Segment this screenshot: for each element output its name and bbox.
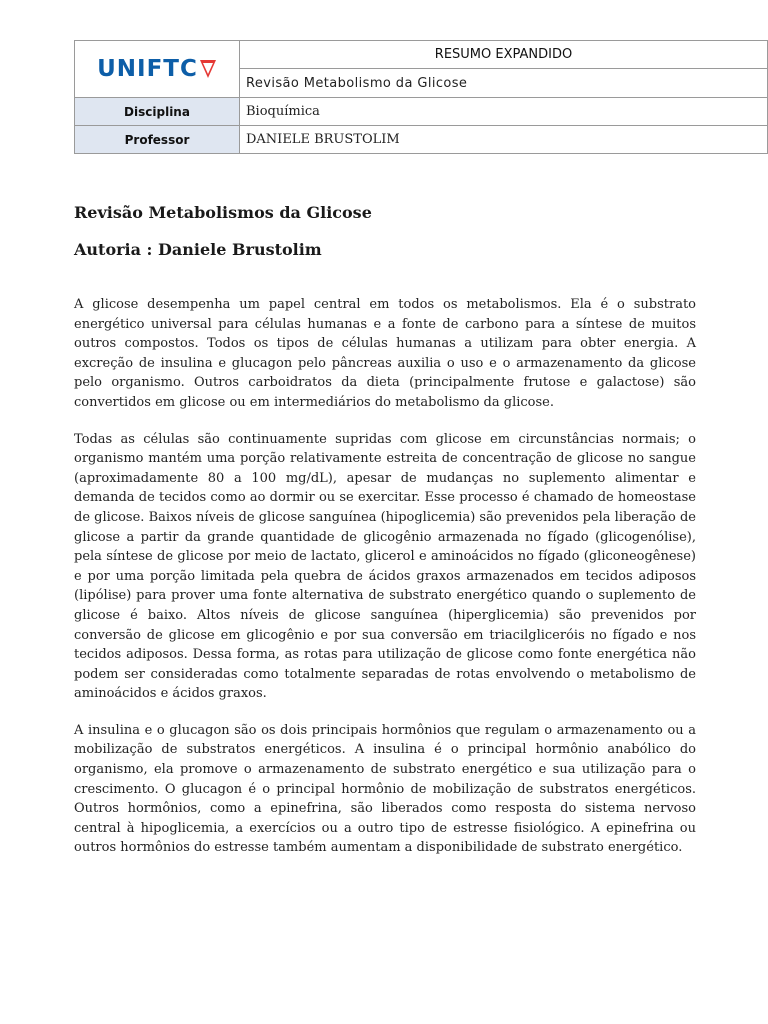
article-body: [74, 295, 696, 875]
article-title: Revisão Metabolismos da Glicose: [74, 203, 372, 222]
professor-value: DANIELE BRUSTOLIM: [240, 126, 768, 154]
document-type: RESUMO EXPANDIDO: [240, 41, 768, 69]
discipline-value: Bioquímica: [240, 98, 768, 126]
paragraph: Todas as células são continuamente supridas com glicose em circunstâncias normais; o organismo mantém uma porção relativamente estreita de concentração de glicose no sangue (aproximadamente 80 a 100 mg/dL), apesar de mudanças no suplemento alimentar e demanda de tecidos como ao dormir ou se exercitar. Esse processo é chamado de homeostase de glicose. Baixos níveis de glicose sanguínea (hipoglicemia) são prevenidos pela liberação de glicose a partir da grande quantidade de glicogênio armazenada no fígado (glicogenólise), pela síntese de glicose por meio de lactato, glicerol e aminoácidos no fígado (gliconeogênese) e por uma porção limitada pela quebra de ácidos graxos armazenados em tecidos adiposos (lipólise) para prover uma fonte alternativa de substrato energético quando o suplemento de glicose é baixo. Altos níveis de glicose sanguínea (hiperglicemia) são prevenidos por conversão de glicose em glicogênio e por sua conversão em triacilgliceróis no fígado e nos tecidos adiposos. Dessa forma, as rotas para utilização de glicose como fonte energética não podem ser consideradas como totalmente separadas de rotas envolvendo o metabolismo de aminoácidos e ácidos graxos.: [74, 431, 696, 702]
article-author: Autoria : Daniele Brustolim: [74, 240, 322, 259]
document-title-cell: Revisão Metabolismo da Glicose: [240, 69, 768, 98]
logo-arrow-icon: [199, 57, 217, 79]
discipline-label: Disciplina: [75, 98, 240, 126]
uniftc-logo: UNIFTC: [97, 56, 198, 82]
professor-label: Professor: [75, 126, 240, 154]
paragraph: A glicose desempenha um papel central em todos os metabolismos. Ela é o substrato energético universal para células humanas e a fonte de carbono para a síntese de muitos outros compostos. Todos os tipos de células humanas a utilizam para obter energia. A excreção de insulina e glucagon pelo pâncreas auxilia o uso e o armazenamento da glicose pelo organismo. Outros carboidratos da dieta (principalmente frutose e galactose) são convertidos em glicose ou em intermediários do metabolismo da glicose.: [74, 297, 696, 410]
document-header-table: [74, 40, 768, 154]
paragraph: A insulina e o glucagon são os dois principais hormônios que regulam o armazenamento ou a mobilização de substratos energéticos. A insulina é o principal hormônio anabólico do organismo, ela promove o armazenamento de substrato energético e sua utilização para o crescimento. O glucagon é o principal hormônio de mobilização de substratos energéticos. Outros hormônios, como a epinefrina, são liberados como resposta do sistema nervoso central à hipoglicemia, a exercícios ou a outro tipo de estresse fisiológico. A epinefrina ou outros hormônios do estresse também aumentam a disponibilidade de substrato energético.: [74, 722, 696, 856]
logo-cell: [75, 41, 240, 98]
